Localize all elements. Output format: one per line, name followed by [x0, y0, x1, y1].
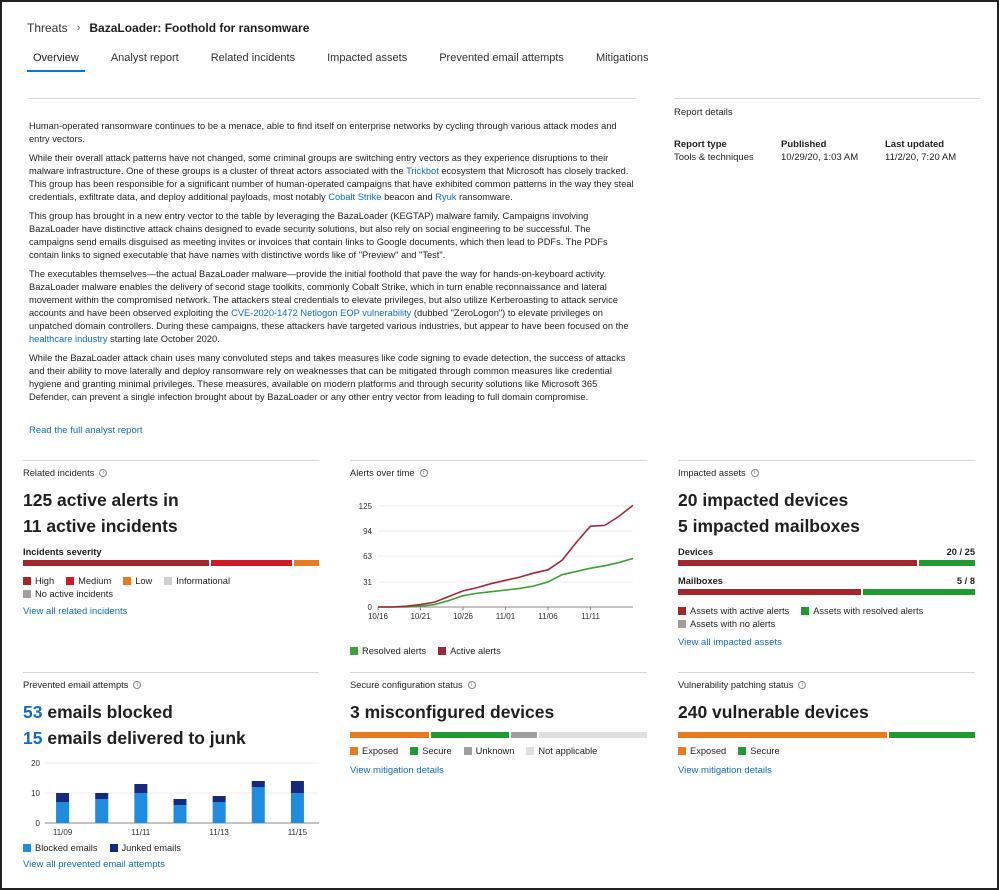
info-icon[interactable]: i: [133, 681, 141, 689]
not-applicable-segment: [539, 732, 647, 738]
emails-bar-chart: [23, 757, 319, 839]
published-date: Published 10/29/20, 1:03 AM: [781, 139, 859, 163]
vulnerable-devices-count: 240 vulnerable devices: [678, 702, 869, 722]
bar-blocked-emails: [95, 799, 108, 823]
patching-bar: [678, 732, 975, 738]
severity-high-segment: [23, 560, 209, 566]
report-paragraph: The executables themselves—the actual BazaLoader malware—provide the initial foothold that pave the way for hands-on-keyboard activity. BazaLoader malware enables the delivery of second stage toolkits, commonly Cobalt Strike, which in turn enable reconnaissance and lateral movement within the compromised network. The attackers steal credentials to elevate privileges, but also utilize Kerberoasting to attack service accounts and have been observed exploiting the CVE-2020-1472 Netlogon EOP vulnerability (dubbed "ZeroLogon") to elevate privileges on unpatched domain controllers. During these campaigns, these attackers have targeted various industries, but appear to have been focused on the healthcare industry starting late October 2020.: [29, 269, 629, 344]
legend-swatch: [110, 844, 118, 852]
card-title: Alerts over time: [350, 468, 415, 478]
active-alerts-count: 125 active alerts in: [23, 490, 179, 510]
y-tick-label: 125: [358, 502, 372, 511]
legend-swatch: [464, 747, 472, 755]
bar-junked-emails: [174, 799, 187, 805]
legend-swatch: [164, 577, 172, 585]
tab-impacted-assets[interactable]: Impacted assets: [327, 52, 408, 64]
impacted-assets-card: [678, 468, 975, 648]
report-paragraph: While the BazaLoader attack chain uses many convoluted steps and takes measures like code signing to evade detection, the success of attacks and their ability to move laterally and deploy ransomware rely on weaknesses that can be mitigated through common measures like credential hygiene and granting minimal privileges. These measures, available on modern platforms and through security solutions like Microsoft 365 Defender, can prevent a single infection brought about by BazaLoader or any other entry vector from leading to full domain compromise.: [29, 353, 626, 402]
x-tick-label: 10/26: [452, 612, 474, 621]
bar-blocked-emails: [174, 805, 187, 823]
legend-swatch: [23, 844, 31, 852]
mailboxes-active-segment: [678, 589, 861, 595]
legend-swatch: [23, 590, 31, 598]
bar-blocked-emails: [56, 802, 69, 823]
configuration-legend: Exposed Secure Unknown Not applicable: [350, 746, 647, 756]
breadcrumb: [27, 21, 309, 35]
x-tick-label: 11/11: [131, 828, 151, 837]
y-tick-label: 94: [363, 527, 372, 537]
mailboxes-resolved-segment: [863, 589, 975, 595]
view-mitigation-details-link[interactable]: View mitigation details: [350, 765, 444, 776]
view-mitigation-details-link[interactable]: View mitigation details: [678, 765, 772, 776]
card-title: Related incidents: [23, 468, 95, 478]
divider: [23, 460, 319, 461]
cobalt-strike-link[interactable]: Cobalt Strike: [328, 192, 382, 202]
tab-prevented-email-attempts[interactable]: Prevented email attempts: [439, 52, 564, 64]
report-type: Report type Tools & techniques: [674, 139, 754, 163]
bar-junked-emails: [252, 781, 265, 787]
emails-blocked-count: 53 emails blocked: [23, 702, 173, 722]
emails-junk-count: 15 emails delivered to junk: [23, 728, 246, 748]
report-details: [674, 107, 980, 164]
severity-bar: [23, 560, 319, 566]
y-tick-label: 63: [363, 552, 372, 562]
x-tick-label: 11/09: [52, 828, 73, 837]
report-paragraph: Human-operated ransomware continues to be a menace, able to find itself on enterprise networks by cycling through various attack modes and entry vectors.: [29, 121, 617, 144]
y-tick-label: 20: [31, 759, 40, 768]
divider: [678, 460, 975, 461]
divider: [29, 98, 636, 99]
x-tick-label: 11/15: [287, 828, 308, 837]
trickbot-link[interactable]: Trickbot: [406, 166, 439, 176]
card-title: Prevented email attempts: [23, 680, 129, 690]
prevented-email-card: [23, 680, 319, 870]
secure-configuration-card: [350, 680, 647, 776]
bar-junked-emails: [291, 781, 304, 793]
legend-swatch: [438, 647, 446, 655]
read-full-report-link[interactable]: Read the full analyst report: [29, 425, 143, 436]
bar-blocked-emails: [213, 802, 226, 823]
impacted-mailboxes-count: 5 impacted mailboxes: [678, 516, 860, 536]
divider: [350, 672, 647, 673]
alerts-over-time-card: [350, 468, 647, 656]
mailboxes-bar: [678, 589, 975, 595]
tab-analyst-report[interactable]: Analyst report: [110, 52, 179, 64]
x-tick-label: 11/13: [209, 828, 229, 837]
legend-swatch: [678, 747, 686, 755]
secure-segment: [431, 732, 510, 738]
info-icon[interactable]: i: [798, 681, 806, 689]
view-related-incidents-link[interactable]: View all related incidents: [23, 606, 128, 617]
patching-legend: Exposed Secure: [678, 746, 975, 756]
divider: [350, 460, 647, 461]
view-prevented-emails-link[interactable]: View all prevented email attempts: [23, 859, 165, 870]
report-paragraph: This group has brought in a new entry vector to the table by leveraging the BazaLoader (KEGTAP) malware family. Campaigns involving BazaLoader have distinctive attack chains designed to evade security solutions, but also rely on social engineering to be successful. The campaigns send emails disguised as meeting invites or invoices that contain links to Google documents, which then lead to PDFs. The PDFs contain links to signed executable that have names with distinctive words like of "Preview" and "Test".: [29, 211, 608, 260]
legend-swatch: [123, 577, 131, 585]
divider: [674, 98, 980, 99]
y-tick-label: 10: [31, 789, 40, 798]
y-tick-label: 0: [367, 603, 372, 612]
report-details-title: Report details: [674, 107, 733, 118]
severity-low-segment: [294, 560, 319, 566]
legend-swatch: [526, 747, 534, 755]
bar-junked-emails: [95, 793, 108, 799]
bar-junked-emails: [213, 796, 226, 802]
card-title: Impacted assets: [678, 468, 746, 478]
y-tick-label: 31: [363, 577, 372, 587]
x-tick-label: 11/06: [538, 612, 558, 621]
severity-medium-segment: [211, 560, 292, 566]
severity-legend: High Medium Low Informational No active incidents: [23, 576, 319, 599]
y-tick-label: 0: [35, 819, 40, 828]
legend-swatch: [678, 620, 686, 628]
bar-junked-emails: [134, 784, 147, 793]
legend-swatch: [23, 577, 31, 585]
chevron-right-icon: ›: [76, 22, 81, 34]
legend-swatch: [350, 647, 358, 655]
info-icon[interactable]: i: [99, 469, 107, 477]
x-tick-label: 11/11: [581, 612, 600, 621]
exposed-segment: [350, 732, 429, 738]
impacted-devices-count: 20 impacted devices: [678, 490, 849, 510]
misconfigured-devices-count: 3 misconfigured devices: [350, 702, 555, 722]
devices-row: Devices 20 / 25: [678, 547, 975, 557]
healthcare-link[interactable]: healthcare industry: [29, 334, 108, 344]
active-incidents-count: 11 active incidents: [23, 516, 178, 536]
mailboxes-row: Mailboxes 5 / 8: [678, 576, 975, 586]
card-title: Vulnerability patching status: [678, 680, 794, 690]
x-tick-label: 10/16: [367, 612, 389, 621]
divider: [23, 672, 319, 673]
legend-swatch: [801, 607, 809, 615]
ryuk-link[interactable]: Ryuk: [435, 192, 457, 202]
related-incidents-card: [23, 468, 319, 617]
cve-link[interactable]: CVE-2020-1472 Netlogon EOP vulnerability: [231, 308, 412, 318]
x-tick-label: 11/01: [495, 612, 516, 621]
unknown-segment: [511, 732, 537, 738]
devices-resolved-segment: [919, 560, 975, 566]
emails-legend: Blocked emails Junked emails: [23, 843, 319, 853]
vulnerability-patching-card: [678, 680, 975, 776]
series-line-resolved-alerts: [378, 559, 633, 607]
tab-bar: [27, 52, 675, 72]
report-paragraph: While their overall attack patterns have not changed, some criminal groups are switching entry vectors as they experience disruptions to their malware infrastructure. One of these groups is a cluster of threat actors associated with the Trickbot ecosystem that Microsoft has closely tracked. This group has been responsible for a significant number of human-operated campaigns that have exhibited common patterns in the way they steal credentials, exfiltrate data, and deploy additional payloads, most notably Cobalt Strike beacon and Ryuk ransomware.: [29, 153, 634, 202]
tab-overview[interactable]: Overview: [27, 52, 85, 72]
card-title: Secure configuration status: [350, 680, 463, 690]
legend-swatch: [410, 747, 418, 755]
info-icon[interactable]: i: [420, 469, 428, 477]
tab-mitigations[interactable]: Mitigations: [595, 52, 649, 64]
bar-blocked-emails: [134, 793, 147, 823]
legend-swatch: [350, 747, 358, 755]
tab-related-incidents[interactable]: Related incidents: [210, 52, 296, 64]
legend-swatch: [66, 577, 74, 585]
alerts-line-chart: [350, 500, 647, 625]
assets-legend: Assets with active alerts Assets with resolved alerts Assets with no alerts: [678, 606, 928, 629]
legend-swatch: [678, 607, 686, 615]
secure-segment: [889, 732, 975, 738]
bar-blocked-emails: [291, 793, 304, 823]
severity-label: Incidents severity: [23, 547, 102, 557]
bar-junked-emails: [56, 793, 69, 802]
view-impacted-assets-link[interactable]: View all impacted assets: [678, 637, 782, 648]
exposed-segment: [678, 732, 887, 738]
legend-swatch: [738, 747, 746, 755]
devices-bar: [678, 560, 975, 566]
bar-blocked-emails: [252, 787, 265, 823]
breadcrumb-threats-link[interactable]: Threats: [27, 21, 68, 35]
alerts-legend: Resolved alerts Active alerts: [350, 646, 647, 656]
x-tick-label: 10/21: [410, 612, 431, 621]
info-icon[interactable]: i: [751, 469, 759, 477]
page-title: BazaLoader: Foothold for ransomware: [89, 21, 310, 35]
last-updated-date: Last updated 11/2/20, 7:20 AM: [885, 139, 957, 163]
divider: [678, 672, 975, 673]
devices-active-segment: [678, 560, 917, 566]
configuration-bar: [350, 732, 647, 738]
info-icon[interactable]: i: [468, 681, 476, 689]
report-summary: [29, 120, 636, 410]
